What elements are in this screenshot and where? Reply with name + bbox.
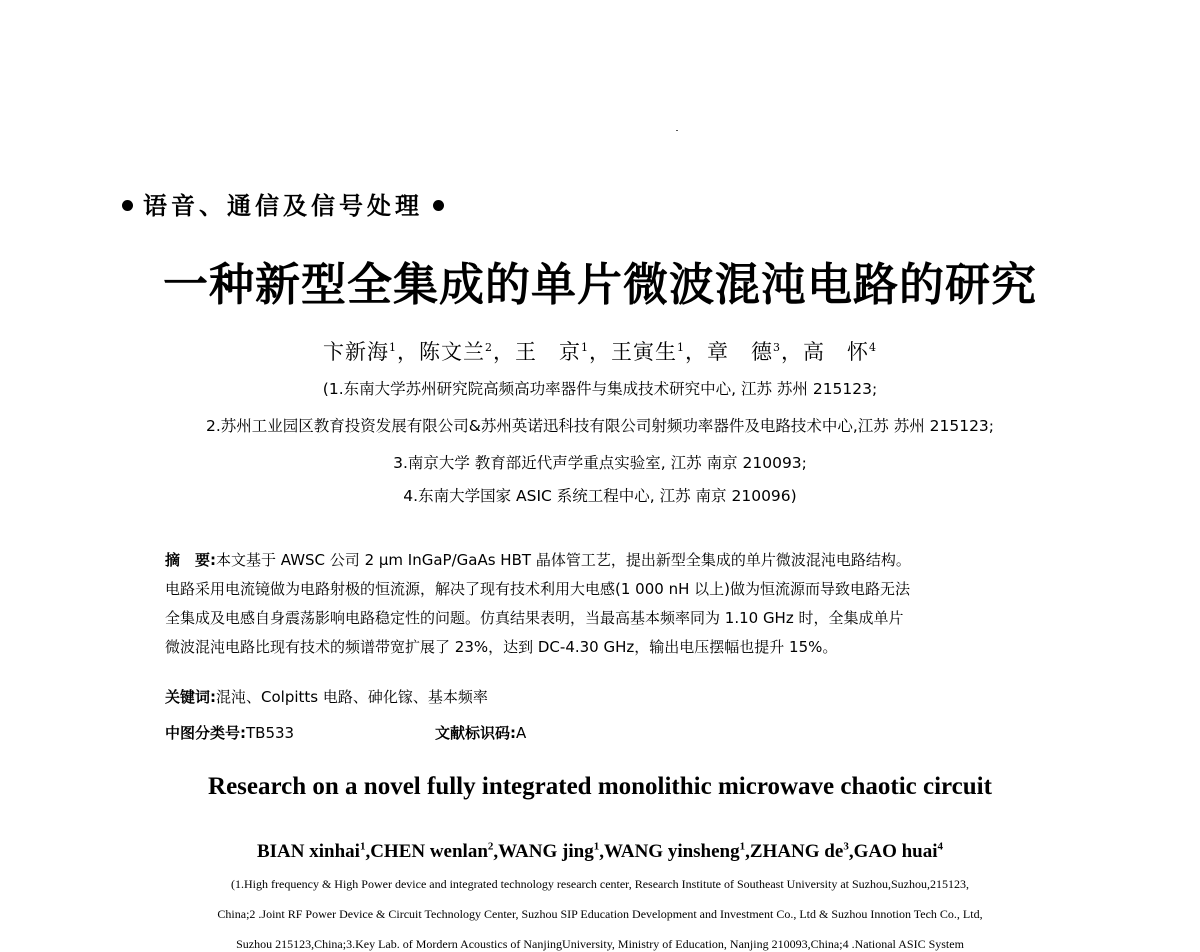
author-cn: 章 德$^3$ — [707, 340, 781, 364]
authors-cn: 卞新海$^1$，陈文兰$^2$，王 京$^1$，王寅生$^1$，章 德$^3$，高 怀$^4$ — [323, 340, 877, 364]
abstract-label: 摘 要: — [165, 551, 216, 569]
affiliation-cn: 4.东南大学国家 ASIC 系统工程中心, 江苏 南京 210096) — [403, 487, 797, 505]
author-cn: 陈文兰$^2$ — [419, 340, 493, 364]
section-header — [122, 186, 444, 221]
classification — [165, 722, 294, 743]
abstract-line: 微波混沌电路比现有技术的频谱带宽扩展了 23%，达到 DC-4.30 GHz，输出电压摆幅也提升 15%。 — [165, 638, 838, 656]
affiliation-cn: (1.东南大学苏州研究院高频高功率器件与集成技术研究中心, 江苏 苏州 215123; — [322, 380, 878, 398]
authors-en: BIAN xinhai$^1$,CHEN wenlan$^2$,WANG jing$^1$,WANG yinsheng$^1$,ZHANG $de^3,GAO$ huai$^4$ — [256, 841, 944, 863]
author-en: CHEN wenlan$^2$ — [370, 841, 494, 863]
abstract-line: 全集成及电感自身震荡影响电路稳定性的问题。仿真结果表明，当最高基本频率同为 1.10 GHz 时，全集成单片 — [165, 609, 904, 627]
abstract-line: 电路采用电流镜做为电路射极的恒流源，解决了现有技术利用大电感(1 000 nH 以上)做为恒流源而导致电路无法 — [165, 580, 910, 598]
classification-value: TB533 — [246, 724, 295, 742]
affiliation-en: (1.High frequency & High Power device and integrated technology research center, Research Institute of Southeast University at Suzhou,Suzhou,215123, — [231, 877, 969, 891]
author-cn: 王 京$^1$ — [515, 340, 589, 364]
author-cn: 王寅生$^1$ — [611, 340, 685, 364]
keywords-value: 混沌、Colpitts 电路、砷化镓、基本频率 — [216, 688, 488, 706]
affiliation-en: China;2 .Joint RF Power Device & Circuit Technology Center, Suzhou SIP Education Development and Investment Co., Ltd & Suzhou Innotion Tech Co., Ltd, — [217, 907, 983, 921]
author-en: WANG yinsheng$^1$ — [603, 841, 746, 863]
section-header-text: 语音、通信及信号处理 — [143, 192, 423, 220]
affiliation-cn: 2.苏州工业园区教育投资发展有限公司&苏州英诺迅科技有限公司射频功率器件及电路技术中心,江苏 苏州 215123; — [205, 417, 995, 435]
bullet-icon — [433, 200, 444, 211]
paper-title-cn: 一种新型全集成的单片微波混沌电路的研究 — [162, 258, 1037, 311]
author-en: WANG jing$^1$ — [498, 841, 600, 863]
document-code-label: 文献标识码: — [435, 724, 516, 742]
author-en: GAO huai$^4$ — [853, 841, 944, 863]
document-code — [435, 722, 526, 743]
keywords-label: 关键词: — [165, 688, 216, 706]
affiliation-cn: 3.南京大学 教育部近代声学重点实验室, 江苏 南京 210093; — [393, 454, 807, 472]
document-code-value: A — [516, 724, 527, 742]
author-en: ZHANG $de^3$ — [749, 841, 849, 863]
bullet-icon — [122, 200, 133, 211]
abstract — [165, 546, 1045, 662]
author-cn: 卞新海$^1$ — [323, 340, 397, 364]
classification-label: 中图分类号: — [165, 724, 246, 742]
paper-title-en: Research on a novel fully integrated monolithic microwave chaotic circuit — [208, 773, 992, 800]
page-mark — [676, 130, 678, 131]
author-cn: 高 怀$^4$ — [803, 340, 877, 364]
abstract-line: 摘 要:本文基于 AWSC 公司 2 μm InGaP/GaAs HBT 晶体管工艺，提出新型全集成的单片微波混沌电路结构。 — [165, 551, 911, 569]
keywords — [165, 686, 488, 707]
affiliation-en: Suzhou 215123,China;3.Key Lab. of Mordern Acoustics of NanjingUniversity, Ministry of Education, Nanjing 210093,China;4 .National ASIC System — [236, 937, 964, 951]
author-en: BIAN xinhai$^1$ — [256, 841, 366, 863]
